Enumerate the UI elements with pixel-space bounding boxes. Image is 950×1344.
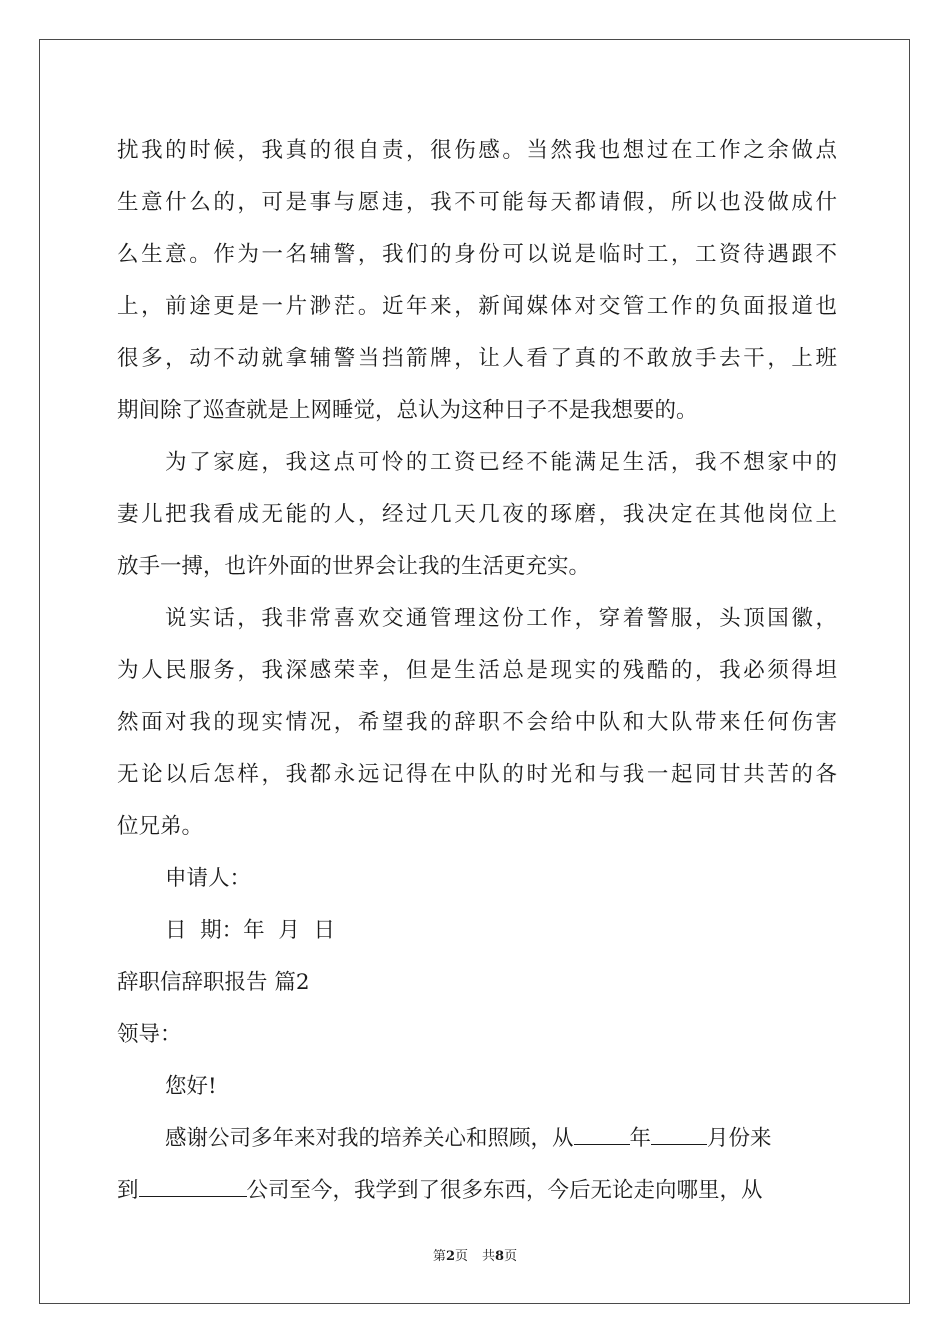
- text-fragment: 感谢公司多年来对我的培养关心和照顾，从: [165, 1126, 574, 1151]
- applicant-line: 申请人：: [165, 866, 252, 891]
- page-number: 2: [445, 1249, 455, 1264]
- text-line: 无论以后怎样，我都永远记得在中队的时光和与我一起同甘共苦的各: [117, 762, 837, 787]
- paragraph-1: [117, 125, 837, 437]
- greeting: 您好!: [165, 1074, 217, 1099]
- salutation: 领导：: [117, 1022, 182, 1047]
- text-line: 为人民服务，我深感荣幸，但是生活总是现实的残酷的，我必须得坦: [117, 658, 837, 683]
- text-line: 很多，动不动就拿辅警当挡箭牌，让人看了真的不敢放手去干，上班: [117, 346, 837, 371]
- page-footer: [0, 1249, 950, 1265]
- text-line: 妻儿把我看成无能的人，经过几天几夜的琢磨，我决定在其他岗位上: [117, 502, 837, 527]
- text-line: 位兄弟。: [117, 814, 204, 839]
- text-fragment: 月份来: [707, 1126, 772, 1151]
- total-pages: 8: [495, 1249, 505, 1264]
- month-blank: [651, 1116, 707, 1145]
- text-fragment: 到: [117, 1178, 139, 1203]
- paragraph-4: [117, 1113, 837, 1217]
- total-prefix: 共: [482, 1249, 496, 1264]
- text-line: [117, 1165, 837, 1217]
- year-blank: [574, 1116, 630, 1145]
- text-line: [117, 1113, 837, 1165]
- text-fragment: 公司至今，我学到了很多东西，今后无论走向哪里，从: [246, 1178, 763, 1203]
- text-line: 么生意。作为一名辅警，我们的身份可以说是临时工，工资待遇跟不: [117, 242, 837, 267]
- paragraph-2: [117, 437, 837, 593]
- text-line: 放手一搏，也许外面的世界会让我的生活更充实。: [117, 554, 591, 579]
- page-prefix: 第: [432, 1249, 446, 1264]
- text-line: 上，前途更是一片渺茫。近年来，新闻媒体对交管工作的负面报道也: [117, 294, 837, 319]
- date-line: 日 期：年 月 日: [165, 918, 336, 943]
- text-line: 为了家庭，我这点可怜的工资已经不能满足生活，我不想家中的: [165, 450, 837, 475]
- text-line: 期间除了巡查就是上网睡觉，总认为这种日子不是我想要的。: [117, 398, 698, 423]
- paragraph-3: [117, 593, 837, 853]
- text-fragment: 年: [629, 1126, 652, 1151]
- text-line: 生意什么的，可是事与愿违，我不可能每天都请假，所以也没做成什: [117, 190, 837, 215]
- page-suffix: 页: [454, 1249, 468, 1264]
- text-line: 扰我的时候，我真的很自责，很伤感。当然我也想过在工作之余做点: [117, 138, 837, 163]
- total-suffix: 页: [504, 1249, 518, 1264]
- document-body: [117, 125, 837, 1217]
- text-line: 说实话，我非常喜欢交通管理这份工作，穿着警服，头顶国徽，: [165, 606, 837, 631]
- section-title: 辞职信辞职报告 篇2: [117, 970, 310, 995]
- company-blank: [139, 1168, 247, 1197]
- text-line: 然面对我的现实情况，希望我的辞职不会给中队和大队带来任何伤害: [117, 710, 837, 735]
